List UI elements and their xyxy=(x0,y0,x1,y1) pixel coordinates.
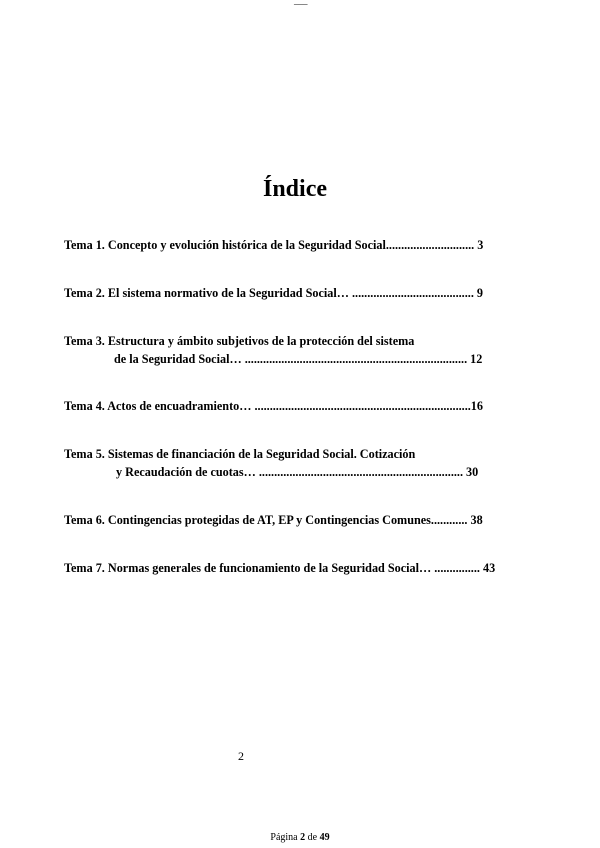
toc-entry-text-continued: y Recaudación de cuotas… ................................................................... 30 xyxy=(116,465,479,479)
toc-entry-text: Tema 2. El sistema normativo de la Seguridad Social… ........................................ 9 xyxy=(64,286,484,300)
toc-entry-6[interactable] xyxy=(64,511,483,529)
page-footer xyxy=(0,832,600,843)
toc-entry-text: Tema 3. Estructura y ámbito subjetivos de la protección del sistema xyxy=(64,334,415,348)
toc-entry-text: Tema 5. Sistemas de financiación de la Seguridad Social. Cotización xyxy=(64,447,416,461)
footer-total-pages: 49 xyxy=(319,832,330,843)
toc-entry-5[interactable] xyxy=(64,445,478,481)
toc-entry-4[interactable] xyxy=(64,397,483,415)
footer-current-page: 2 xyxy=(300,832,306,843)
page-number: 2 xyxy=(238,749,244,763)
toc-entry-text: Tema 6. Contingencias protegidas de AT, EP y Contingencias Comunes............ 38 xyxy=(64,513,483,527)
page-title: Índice xyxy=(262,176,327,202)
toc-entry-2[interactable] xyxy=(64,284,483,302)
header-mark: ___ xyxy=(294,0,308,6)
toc-entry-3[interactable] xyxy=(64,332,482,368)
toc-entry-text: Tema 1. Concepto y evolución histórica de la Seguridad Social............................. 3 xyxy=(64,238,484,252)
toc-entry-text-continued: de la Seguridad Social… ......................................................................... 12 xyxy=(114,352,483,366)
toc-entry-7[interactable] xyxy=(64,559,495,577)
toc-entry-1[interactable] xyxy=(64,236,483,254)
toc-entry-text: Tema 4. Actos de encuadramiento… .......................................................................16 xyxy=(64,399,483,413)
footer-prefix: Página xyxy=(270,832,298,843)
footer-of: de xyxy=(307,832,318,843)
toc-entry-text: Tema 7. Normas generales de funcionamiento de la Seguridad Social… ............... 43 xyxy=(64,561,496,575)
